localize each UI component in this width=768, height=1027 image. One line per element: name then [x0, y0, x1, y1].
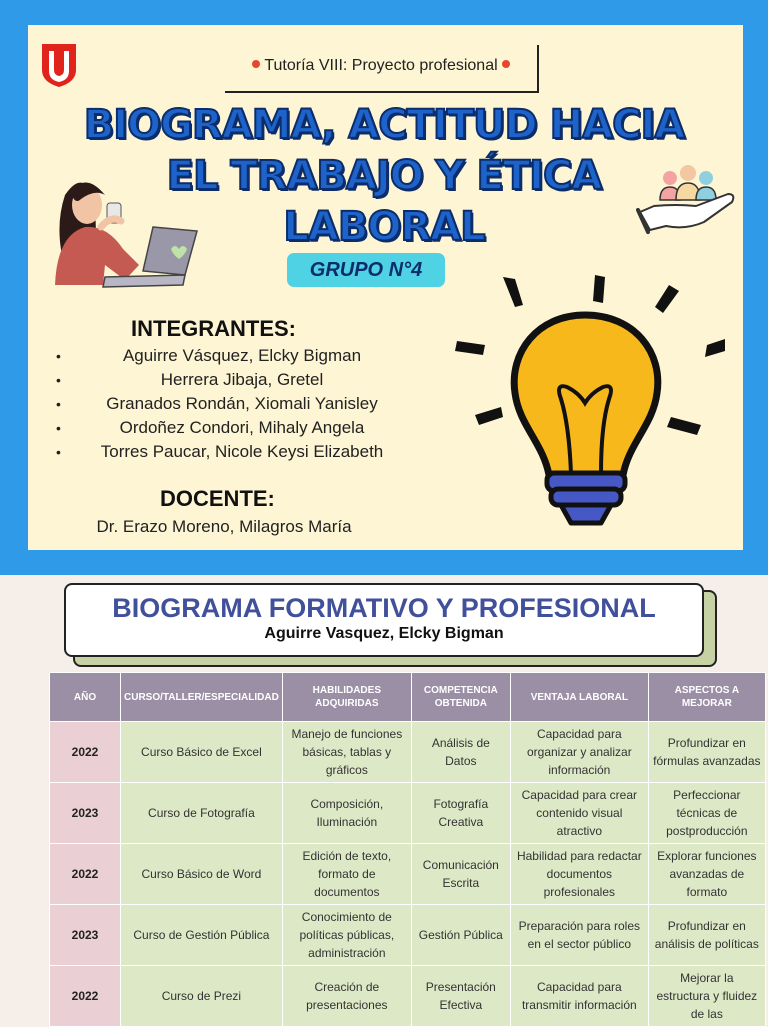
member-item: • Granados Rondán, Xiomali Yanisley: [56, 392, 428, 416]
biograma-subtitle: Aguirre Vasquez, Elcky Bigman: [264, 625, 504, 642]
table-row: [50, 844, 766, 905]
table-row: [50, 783, 766, 844]
competence-cell: Presentación Efectiva: [411, 966, 510, 1027]
competence-cell: Comunicación Escrita: [411, 844, 510, 905]
course-label: Tutoría VIII: Proyecto profesional: [264, 57, 498, 74]
skills-cell: Manejo de funciones básicas, tablas y gráficos: [282, 722, 411, 783]
year-cell: 2023: [50, 783, 121, 844]
member-item: • Ordoñez Condori, Mihaly Angela: [56, 416, 428, 440]
column-header: CURSO/TALLER/ESPECIALIDAD: [121, 673, 283, 722]
teacher-name: Dr. Erazo Moreno, Milagros María: [96, 517, 352, 536]
column-header: AÑO: [50, 673, 121, 722]
members-title: INTEGRANTES:: [131, 316, 296, 341]
woman-laptop-illustration: [45, 165, 205, 290]
skills-cell: Conocimiento de políticas públicas, administración: [282, 905, 411, 966]
table-header-row: [50, 673, 766, 722]
university-logo: [40, 42, 78, 88]
skills-cell: Edición de texto, formato de documentos: [282, 844, 411, 905]
member-item: • Torres Paucar, Nicole Keysi Elizabeth: [56, 440, 428, 464]
improve-cell: Profundizar en análisis de políticas: [648, 905, 765, 966]
group-badge: GRUPO N°4: [287, 253, 445, 287]
title-line: EL TRABAJO Y ÉTICA: [166, 153, 602, 199]
year-cell: 2022: [50, 844, 121, 905]
year-cell: 2022: [50, 966, 121, 1027]
community-hand-icon: [636, 160, 738, 235]
red-dot-icon: [252, 60, 260, 68]
column-header: VENTAJA LABORAL: [510, 673, 648, 722]
biograma-table: [49, 672, 766, 1027]
advantage-cell: Capacidad para transmitir información: [510, 966, 648, 1027]
table-row: [50, 722, 766, 783]
column-header: ASPECTOS A MEJORAR: [648, 673, 765, 722]
teacher-title: DOCENTE:: [160, 486, 275, 511]
table-row: [50, 905, 766, 966]
title-line: LABORAL: [283, 204, 485, 250]
title-line: BIOGRAMA, ACTITUD HACIA: [83, 102, 685, 148]
course-cell: Curso de Prezi: [121, 966, 283, 1027]
improve-cell: Profundizar en fórmulas avanzadas: [648, 722, 765, 783]
advantage-cell: Capacidad para organizar y analizar información: [510, 722, 648, 783]
member-item: • Aguirre Vásquez, Elcky Bigman: [56, 344, 428, 368]
table-row: [50, 966, 766, 1027]
year-cell: 2023: [50, 905, 121, 966]
member-item: • Herrera Jibaja, Gretel: [56, 368, 428, 392]
skills-cell: Creación de presentaciones: [282, 966, 411, 1027]
biograma-title-card: [64, 583, 704, 657]
improve-cell: Mejorar la estructura y fluidez de las: [648, 966, 765, 1027]
column-header: COMPETENCIA OBTENIDA: [411, 673, 510, 722]
course-cell: Curso de Gestión Pública: [121, 905, 283, 966]
lightbulb-icon: [455, 275, 725, 535]
competence-cell: Fotografía Creativa: [411, 783, 510, 844]
advantage-cell: Capacidad para crear contenido visual atractivo: [510, 783, 648, 844]
competence-cell: Análisis de Datos: [411, 722, 510, 783]
course-header: [225, 45, 539, 93]
biograma-title: BIOGRAMA FORMATIVO Y PROFESIONAL: [112, 593, 656, 623]
advantage-cell: Habilidad para redactar documentos profesionales: [510, 844, 648, 905]
course-cell: Curso de Fotografía: [121, 783, 283, 844]
improve-cell: Explorar funciones avanzadas de formato: [648, 844, 765, 905]
year-cell: 2022: [50, 722, 121, 783]
red-dot-icon: [502, 60, 510, 68]
members-list: [56, 344, 428, 464]
course-cell: Curso Básico de Excel: [121, 722, 283, 783]
advantage-cell: Preparación para roles en el sector público: [510, 905, 648, 966]
course-cell: Curso Básico de Word: [121, 844, 283, 905]
column-header: HABILIDADES ADQUIRIDAS: [282, 673, 411, 722]
improve-cell: Perfeccionar técnicas de postproducción: [648, 783, 765, 844]
skills-cell: Composición, Iluminación: [282, 783, 411, 844]
competence-cell: Gestión Pública: [411, 905, 510, 966]
